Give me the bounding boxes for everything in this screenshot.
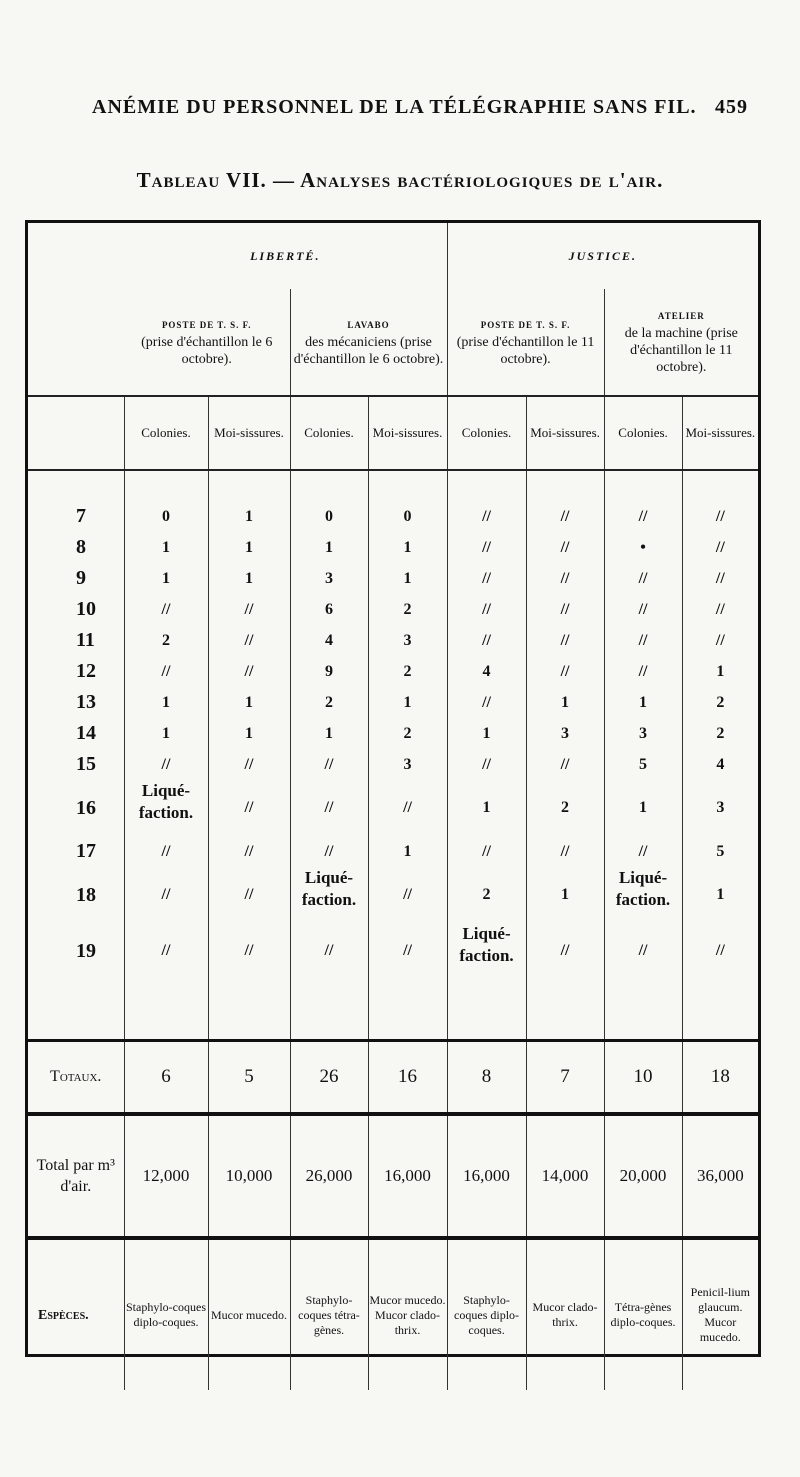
value-cell: 1 xyxy=(604,687,682,718)
value-cell: 1 xyxy=(124,532,208,563)
value-cell: // xyxy=(682,594,758,625)
site-liberte: LIBERTÉ. xyxy=(250,248,321,263)
total-cell: 26 xyxy=(290,1041,368,1115)
value-cell: 2 xyxy=(447,867,526,923)
value-cell: // xyxy=(447,625,526,656)
empty-cell xyxy=(682,979,758,1041)
value-cell: 6 xyxy=(290,594,368,625)
table-row xyxy=(28,749,758,780)
day-cell: 15 xyxy=(76,753,96,775)
value-cell: // xyxy=(682,563,758,594)
value-cell: // xyxy=(447,687,526,718)
species-cell: Penicil-lium glaucum. Mucor mucedo. xyxy=(682,1238,758,1390)
table-row xyxy=(28,687,758,718)
data-table-frame xyxy=(25,220,761,1357)
total-cell: 8 xyxy=(447,1041,526,1115)
column-header: Moi-sissures. xyxy=(682,396,758,470)
per-m3-cell: 14,000 xyxy=(526,1114,604,1238)
value-cell: // xyxy=(604,563,682,594)
spacer-row xyxy=(28,470,758,501)
day-cell: 10 xyxy=(76,598,96,620)
column-header: Colonies. xyxy=(604,396,682,470)
per-m3-cell: 36,000 xyxy=(682,1114,758,1238)
empty-cell xyxy=(526,470,604,501)
per-m3-cell: 16,000 xyxy=(368,1114,447,1238)
value-cell: // xyxy=(208,923,290,979)
value-cell: // xyxy=(124,656,208,687)
value-cell: 2 xyxy=(290,687,368,718)
empty-cell xyxy=(28,223,124,289)
value-cell: // xyxy=(526,625,604,656)
spacer-row xyxy=(28,979,758,1041)
value-cell: 4 xyxy=(447,656,526,687)
sample-detail: des mécaniciens (prise d'échantillon le 6 octobre). xyxy=(293,334,444,367)
day-cell: 19 xyxy=(76,939,96,962)
value-cell: // xyxy=(447,532,526,563)
sample-name: LAVABO xyxy=(347,319,390,330)
species-label: Espèces. xyxy=(38,1307,89,1323)
value-cell: // xyxy=(368,867,447,923)
value-cell: 3 xyxy=(290,563,368,594)
value-cell: // xyxy=(290,749,368,780)
page-number: 459 xyxy=(715,96,748,118)
value-cell: // xyxy=(290,780,368,836)
value-cell: 3 xyxy=(368,625,447,656)
value-cell: // xyxy=(124,836,208,867)
column-header: Colonies. xyxy=(447,396,526,470)
value-cell: // xyxy=(447,749,526,780)
total-cell: 5 xyxy=(208,1041,290,1115)
value-cell: // xyxy=(447,563,526,594)
column-header: Colonies. xyxy=(290,396,368,470)
value-cell: // xyxy=(124,594,208,625)
value-cell: 2 xyxy=(368,718,447,749)
value-cell: // xyxy=(124,867,208,923)
day-cell: 12 xyxy=(76,660,96,682)
value-cell: // xyxy=(604,594,682,625)
sample-name: ATELIER xyxy=(657,311,705,321)
day-cell: 7 xyxy=(76,505,86,527)
value-cell: 2 xyxy=(682,718,758,749)
sample-detail: (prise d'échantillon le 11 octobre). xyxy=(456,334,595,367)
value-cell: 1 xyxy=(124,687,208,718)
value-cell: // xyxy=(526,563,604,594)
value-cell: • xyxy=(604,532,682,563)
value-cell: 1 xyxy=(290,532,368,563)
value-cell: // xyxy=(290,923,368,979)
column-header-row xyxy=(28,396,758,470)
empty-cell xyxy=(28,470,124,501)
value-cell: 2 xyxy=(526,780,604,836)
sample-name: POSTE DE T. S. F. xyxy=(480,319,571,330)
value-cell: // xyxy=(124,923,208,979)
value-cell: // xyxy=(368,923,447,979)
value-cell: // xyxy=(208,780,290,836)
total-cell: 6 xyxy=(124,1041,208,1115)
value-cell: // xyxy=(604,501,682,532)
value-cell: 4 xyxy=(682,749,758,780)
empty-cell xyxy=(28,396,124,470)
value-cell: 2 xyxy=(368,594,447,625)
value-cell: 5 xyxy=(682,836,758,867)
value-cell: 4 xyxy=(290,625,368,656)
table-row xyxy=(28,718,758,749)
value-cell: // xyxy=(682,532,758,563)
value-cell: // xyxy=(526,836,604,867)
value-cell: // xyxy=(208,836,290,867)
value-cell: // xyxy=(208,594,290,625)
empty-cell xyxy=(124,470,208,501)
empty-cell xyxy=(526,979,604,1041)
value-cell: // xyxy=(208,749,290,780)
column-header: Moi-sissures. xyxy=(368,396,447,470)
empty-cell xyxy=(368,979,447,1041)
value-cell: // xyxy=(604,625,682,656)
day-cell: 13 xyxy=(76,691,96,713)
sample-detail: de la machine (prise d'échantillon le 11 octobre). xyxy=(624,326,738,375)
empty-cell xyxy=(368,470,447,501)
value-cell: 2 xyxy=(368,656,447,687)
empty-cell xyxy=(604,979,682,1041)
value-cell: 1 xyxy=(682,867,758,923)
value-cell: Liqué-faction. xyxy=(447,923,526,979)
value-cell: 1 xyxy=(208,532,290,563)
value-cell: // xyxy=(682,923,758,979)
value-cell: 1 xyxy=(368,532,447,563)
value-cell: 1 xyxy=(290,718,368,749)
value-cell: // xyxy=(290,836,368,867)
empty-cell xyxy=(290,979,368,1041)
sample-header xyxy=(447,289,604,396)
total-cell: 10 xyxy=(604,1041,682,1115)
sample-header-row xyxy=(28,289,758,396)
site-header-row xyxy=(28,223,758,289)
table-row xyxy=(28,594,758,625)
sample-header xyxy=(124,289,290,396)
value-cell: 1 xyxy=(368,836,447,867)
table-caption: Tableau VII. — Analyses bactériologiques de l'air. xyxy=(136,168,664,192)
value-cell: 0 xyxy=(368,501,447,532)
value-cell: // xyxy=(368,780,447,836)
table-row xyxy=(28,532,758,563)
table-row xyxy=(28,656,758,687)
sample-header xyxy=(604,289,758,396)
table-row xyxy=(28,501,758,532)
value-cell: 1 xyxy=(604,780,682,836)
species-cell: Tétra-gènes diplo-coques. xyxy=(604,1238,682,1390)
value-cell: // xyxy=(526,532,604,563)
value-cell: 1 xyxy=(368,563,447,594)
empty-cell xyxy=(290,470,368,501)
value-cell: // xyxy=(447,594,526,625)
value-cell: 1 xyxy=(208,563,290,594)
value-cell: Liqué-faction. xyxy=(604,867,682,923)
value-cell: 1 xyxy=(447,718,526,749)
value-cell: 0 xyxy=(290,501,368,532)
running-head xyxy=(0,96,800,126)
value-cell: // xyxy=(124,749,208,780)
value-cell: 1 xyxy=(124,563,208,594)
day-cell: 8 xyxy=(76,536,86,558)
value-cell: 5 xyxy=(604,749,682,780)
value-cell: // xyxy=(526,749,604,780)
value-cell: 1 xyxy=(208,687,290,718)
per-m3-cell: 26,000 xyxy=(290,1114,368,1238)
column-header: Colonies. xyxy=(124,396,208,470)
column-header: Moi-sissures. xyxy=(526,396,604,470)
value-cell: // xyxy=(526,594,604,625)
empty-cell xyxy=(682,470,758,501)
empty-cell xyxy=(124,979,208,1041)
total-cell: 18 xyxy=(682,1041,758,1115)
species-row xyxy=(28,1238,758,1390)
empty-cell xyxy=(447,979,526,1041)
sample-header xyxy=(290,289,447,396)
empty-cell xyxy=(208,979,290,1041)
day-cell: 11 xyxy=(76,629,95,651)
species-cell: Mucor mucedo. xyxy=(208,1238,290,1390)
value-cell: 3 xyxy=(526,718,604,749)
value-cell: 1 xyxy=(447,780,526,836)
value-cell: // xyxy=(526,923,604,979)
species-cell: Staphylo-coques diplo-coques. xyxy=(447,1238,526,1390)
species-cell: Mucor mucedo. Mucor clado-thrix. xyxy=(368,1238,447,1390)
per-m3-row xyxy=(28,1114,758,1238)
value-cell: 3 xyxy=(682,780,758,836)
sample-detail: (prise d'échantillon le 6 octobre). xyxy=(141,334,273,367)
value-cell: 9 xyxy=(290,656,368,687)
table-row xyxy=(28,780,758,836)
value-cell: // xyxy=(447,501,526,532)
total-cell: 16 xyxy=(368,1041,447,1115)
total-cell: 7 xyxy=(526,1041,604,1115)
empty-cell xyxy=(28,979,124,1041)
value-cell: 2 xyxy=(682,687,758,718)
day-cell: 18 xyxy=(76,883,96,906)
value-cell: 1 xyxy=(526,867,604,923)
table-row xyxy=(28,836,758,867)
empty-cell xyxy=(447,470,526,501)
totals-label: Totaux. xyxy=(28,1041,124,1115)
value-cell: Liqué-faction. xyxy=(124,780,208,836)
value-cell: Liqué-faction. xyxy=(290,867,368,923)
value-cell: // xyxy=(682,501,758,532)
empty-cell xyxy=(208,470,290,501)
value-cell: 1 xyxy=(526,687,604,718)
per-m3-cell: 16,000 xyxy=(447,1114,526,1238)
day-cell: 9 xyxy=(76,567,86,589)
value-cell: // xyxy=(208,625,290,656)
empty-cell xyxy=(604,470,682,501)
per-m3-label: Total par m³ d'air. xyxy=(28,1114,124,1238)
per-m3-cell: 10,000 xyxy=(208,1114,290,1238)
sample-name: POSTE DE T. S. F. xyxy=(161,319,252,330)
column-header: Moi-sissures. xyxy=(208,396,290,470)
per-m3-cell: 12,000 xyxy=(124,1114,208,1238)
totals-row xyxy=(28,1041,758,1115)
value-cell: 1 xyxy=(682,656,758,687)
bacteriological-table xyxy=(28,223,758,1390)
value-cell: 1 xyxy=(124,718,208,749)
day-cell: 16 xyxy=(76,796,96,819)
table-row xyxy=(28,923,758,979)
value-cell: // xyxy=(526,656,604,687)
running-head-title: ANÉMIE DU PERSONNEL DE LA TÉLÉGRAPHIE SANS FIL. xyxy=(92,96,697,118)
value-cell: 1 xyxy=(368,687,447,718)
value-cell: // xyxy=(682,625,758,656)
value-cell: // xyxy=(447,836,526,867)
table-row xyxy=(28,563,758,594)
table-row xyxy=(28,867,758,923)
value-cell: 2 xyxy=(124,625,208,656)
value-cell: 3 xyxy=(368,749,447,780)
day-cell: 17 xyxy=(76,840,96,862)
value-cell: // xyxy=(604,923,682,979)
day-cell: 14 xyxy=(76,722,96,744)
value-cell: 0 xyxy=(124,501,208,532)
value-cell: // xyxy=(604,656,682,687)
empty-cell xyxy=(28,289,124,396)
table-row xyxy=(28,625,758,656)
species-cell: Staphylo-coques diplo-coques. xyxy=(124,1238,208,1390)
value-cell: // xyxy=(208,656,290,687)
species-cell: Staphylo-coques tétra-gènes. xyxy=(290,1238,368,1390)
species-cell: Mucor clado-thrix. xyxy=(526,1238,604,1390)
per-m3-cell: 20,000 xyxy=(604,1114,682,1238)
value-cell: 1 xyxy=(208,718,290,749)
value-cell: // xyxy=(208,867,290,923)
value-cell: 3 xyxy=(604,718,682,749)
value-cell: // xyxy=(604,836,682,867)
value-cell: // xyxy=(526,501,604,532)
value-cell: 1 xyxy=(208,501,290,532)
site-justice: JUSTICE. xyxy=(447,223,758,289)
